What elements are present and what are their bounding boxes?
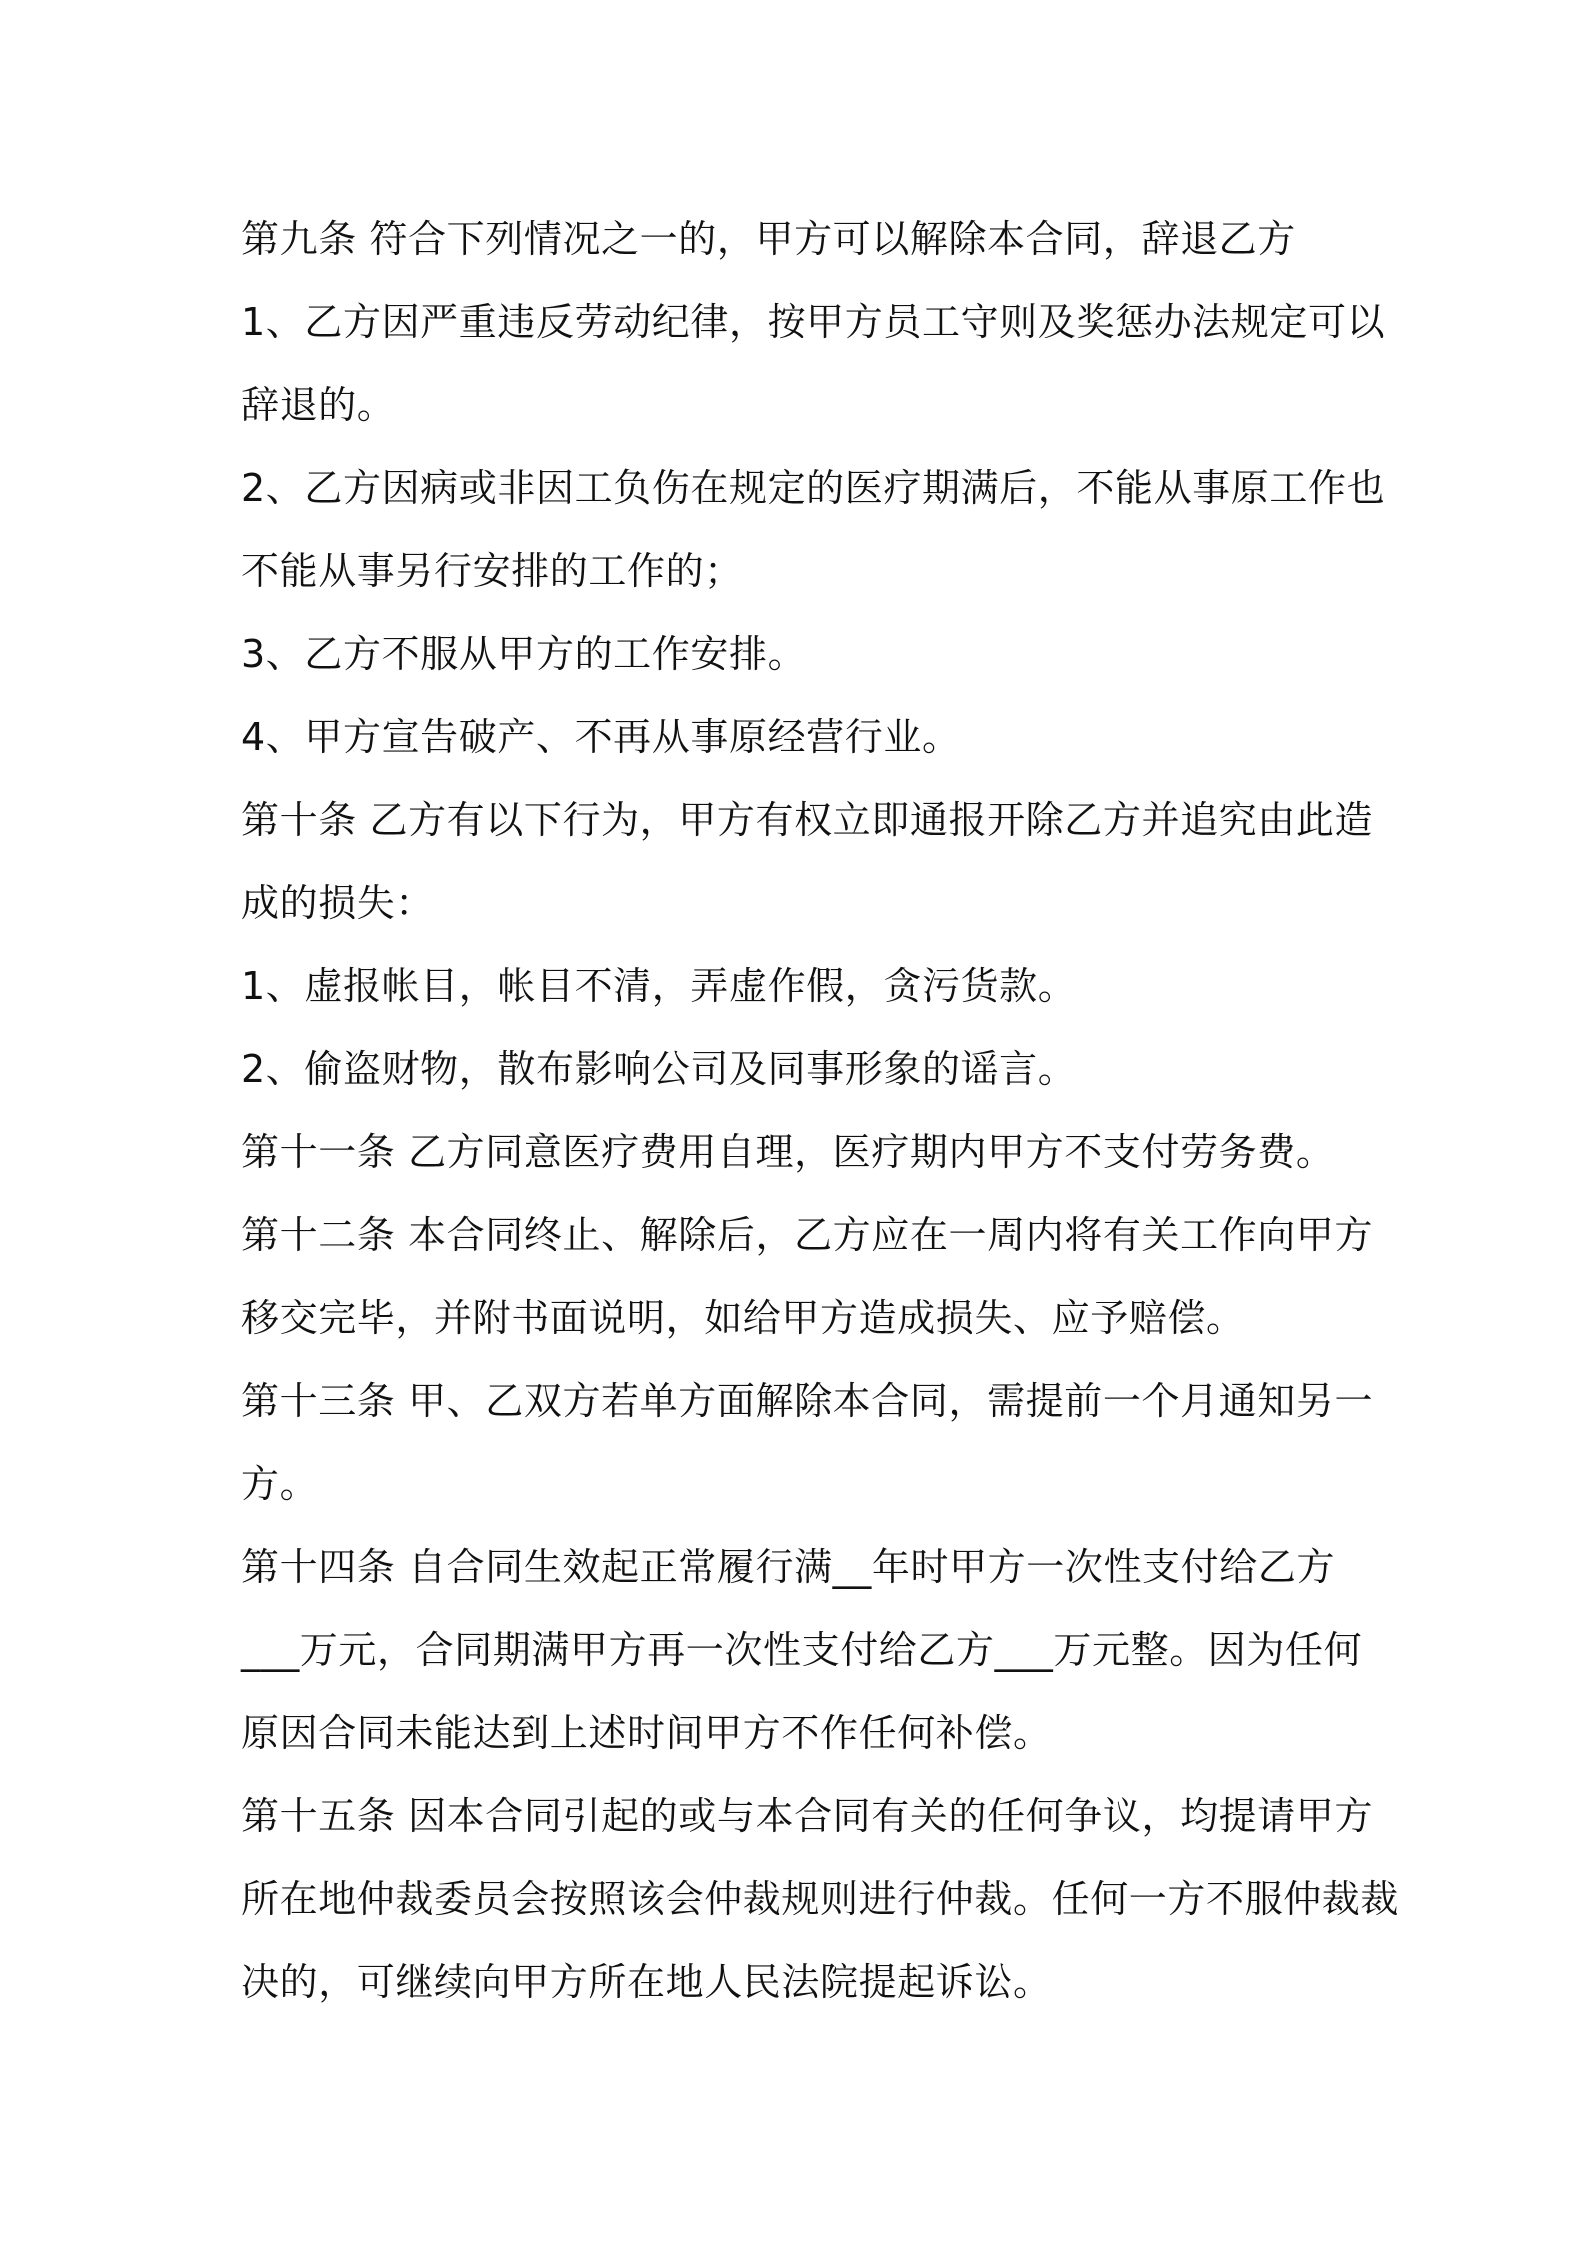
text-line: 第十三条 甲、乙双方若单方面解除本合同，需提前一个月通知另一	[241, 1379, 1374, 1423]
article-10-item-2	[241, 1028, 1361, 1111]
text-line: ___万元，合同期满甲方再一次性支付给乙方___万元整。因为任何	[241, 1628, 1363, 1672]
text-line: 第十四条 自合同生效起正常履行满__年时甲方一次性支付给乙方	[241, 1545, 1336, 1589]
contract-body	[241, 198, 1400, 2024]
article-10-heading	[241, 779, 1374, 945]
article-9-item-1	[241, 281, 1386, 447]
article-9-item-4	[241, 696, 1361, 779]
text-line: 辞退的。	[241, 383, 396, 427]
text-line: 2、乙方因病或非因工负伤在规定的医疗期满后，不能从事原工作也	[241, 466, 1386, 510]
article-9-item-3	[241, 613, 1361, 696]
text-line: 第九条 符合下列情况之一的，甲方可以解除本合同，辞退乙方	[241, 217, 1296, 261]
text-line: 原因合同未能达到上述时间甲方不作任何补偿。	[241, 1711, 1052, 1755]
text-line: 不能从事另行安排的工作的；	[241, 549, 743, 593]
text-line: 第十条 乙方有以下行为，甲方有权立即通报开除乙方并追究由此造	[241, 798, 1374, 842]
article-12	[241, 1194, 1374, 1360]
text-line: 1、乙方因严重违反劳动纪律，按甲方员工守则及奖惩办法规定可以	[241, 300, 1386, 344]
text-line: 2、偷盗财物，散布影响公司及同事形象的谣言。	[241, 1047, 1077, 1091]
article-9-item-2	[241, 447, 1386, 613]
text-line: 方。	[241, 1462, 319, 1506]
text-line: 成的损失：	[241, 881, 435, 925]
text-line: 3、乙方不服从甲方的工作安排。	[241, 632, 807, 676]
article-14	[241, 1526, 1361, 1775]
article-11	[241, 1111, 1361, 1194]
text-line: 第十一条 乙方同意医疗费用自理，医疗期内甲方不支付劳务费。	[241, 1130, 1335, 1174]
text-line: 移交完毕，并附书面说明，如给甲方造成损失、应予赔偿。	[241, 1296, 1245, 1340]
text-line: 1、虚报帐目，帐目不清，弄虚作假，贪污货款。	[241, 964, 1077, 1008]
article-13	[241, 1360, 1374, 1526]
article-10-item-1	[241, 945, 1361, 1028]
text-line: 决的，可继续向甲方所在地人民法院提起诉讼。	[241, 1960, 1052, 2004]
article-9-heading	[241, 198, 1361, 281]
text-line: 第十二条 本合同终止、解除后，乙方应在一周内将有关工作向甲方	[241, 1213, 1374, 1257]
article-15	[241, 1775, 1400, 2024]
text-line: 第十五条 因本合同引起的或与本合同有关的任何争议，均提请甲方	[241, 1794, 1374, 1838]
text-line: 4、甲方宣告破产、不再从事原经营行业。	[241, 715, 961, 759]
text-line: 所在地仲裁委员会按照该会仲裁规则进行仲裁。任何一方不服仲裁裁	[241, 1877, 1400, 1921]
